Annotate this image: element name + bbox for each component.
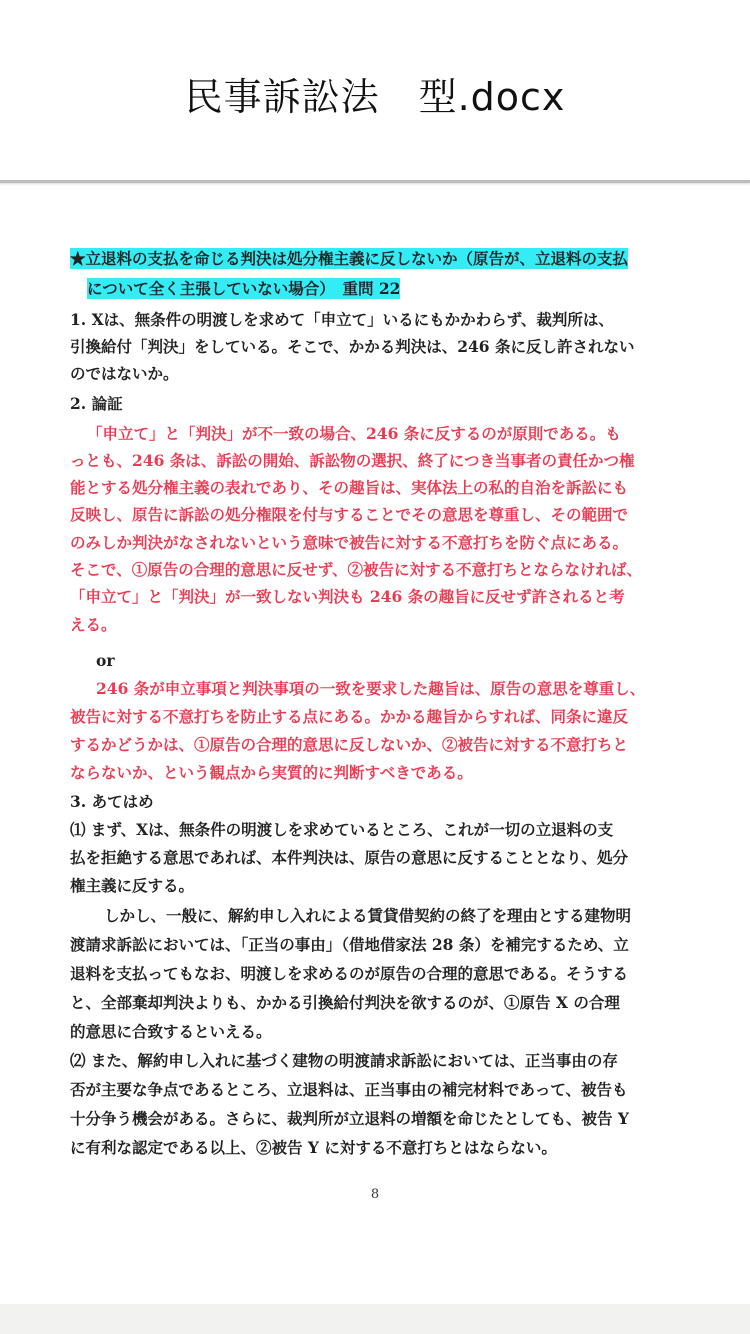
body-line: 引換給付「判決」をしている。そこで、かかる判決は、246 条に反し許されない (70, 337, 635, 356)
red-body-line: 被告に対する不意打ちを防止する点にある。かかる趣旨からすれば、同条に違反 (70, 707, 629, 726)
red-body-line: ならないか、という観点から実質的に判断すべきである。 (70, 763, 473, 782)
document-title: 民事訴訟法 型.docx (184, 75, 566, 119)
body-line: 渡請求訴訟においては、「正当の事由」（借地借家法 28 条）を補完するため、立 (70, 935, 629, 954)
document-page[interactable] (0, 184, 750, 1304)
red-body-line: 反映し、原告に訴訟の処分権限を付与することでその意思を尊重し、その範囲で (70, 505, 629, 524)
red-body-line: 能とする処分権主義の表れであり、その趣旨は、実体法上の私的自治を訴訟にも (70, 478, 629, 497)
heading-line-2: について全く主張していない場合） 重問 22 (87, 279, 401, 298)
or-label: or (96, 651, 115, 670)
red-body-line: するかどうかは、①原告の合理的意思に反しないか、②被告に対する不意打ちと (70, 735, 629, 754)
heading-line-1: ★立退料の支払を命じる判決は処分権主義に反しないか（原告が、立退料の支払 (70, 249, 629, 268)
red-body-line: っとも、246 条は、訴訟の開始、訴訟物の選択、終了につき当事者の責任かつ権 (70, 451, 635, 470)
body-line: 1. Xは、無条件の明渡しを求めて「申立て」いるにもかかわらず、裁判所は、 (70, 310, 614, 329)
red-body-line: 「申立て」と「判決」が不一致の場合、246 条に反するのが原則である。も (87, 424, 621, 443)
section-heading: 3. あてはめ (70, 792, 154, 811)
body-line: 十分争う機会がある。さらに、裁判所が立退料の増額を命じたとしても、被告 Y (70, 1109, 629, 1128)
body-line: 否が主要な争点であるところ、立退料は、正当事由の補完材料であって、被告も (70, 1080, 628, 1099)
body-line: ⑵ また、解約申し入れに基づく建物の明渡請求訴訟においては、正当事由の存 (70, 1051, 618, 1070)
red-body-line: そこで、①原告の合理的意思に反せず、②被告に対する不意打ちとならなければ、 (70, 560, 642, 579)
body-line: ⑴ まず、Xは、無条件の明渡しを求めているところ、これが一切の立退料の支 (70, 820, 614, 839)
red-body-line: える。 (70, 615, 117, 634)
title-bar (0, 0, 750, 180)
bottom-bar (0, 1304, 750, 1334)
red-body-line: 「申立て」と「判決」が一致しない判決も 246 条の趣旨に反せず許されると考 (70, 587, 625, 606)
section-heading: 2. 論証 (70, 394, 123, 413)
body-line: しかし、一般に、解約申し入れによる賃貸借契約の終了を理由とする建物明 (104, 906, 632, 925)
body-line: 退料を支払ってもなお、明渡しを求めるのが原告の合理的意思である。そうする (70, 964, 629, 983)
body-line: と、全部棄却判決よりも、かかる引換給付判決を欲するのが、①原告 X の合理 (70, 993, 620, 1012)
page-number: 8 (370, 1187, 380, 1202)
red-body-line: のみしか判決がなされないという意味で被告に対する不意打ちを防ぐ点にある。 (70, 533, 629, 552)
body-line: 的意思に合致するといえる。 (70, 1022, 272, 1041)
title-divider (0, 180, 750, 183)
body-line: 権主義に反する。 (70, 876, 195, 895)
body-line: のではないか。 (70, 364, 179, 383)
body-line: に有利な認定である以上、②被告 Y に対する不意打ちとはならない。 (70, 1138, 557, 1157)
red-body-line: 246 条が申立事項と判決事項の一致を要求した趣旨は、原告の意思を尊重し、 (96, 679, 646, 698)
body-line: 払を拒絶する意思であれば、本件判決は、原告の意思に反することとなり、処分 (70, 848, 629, 867)
